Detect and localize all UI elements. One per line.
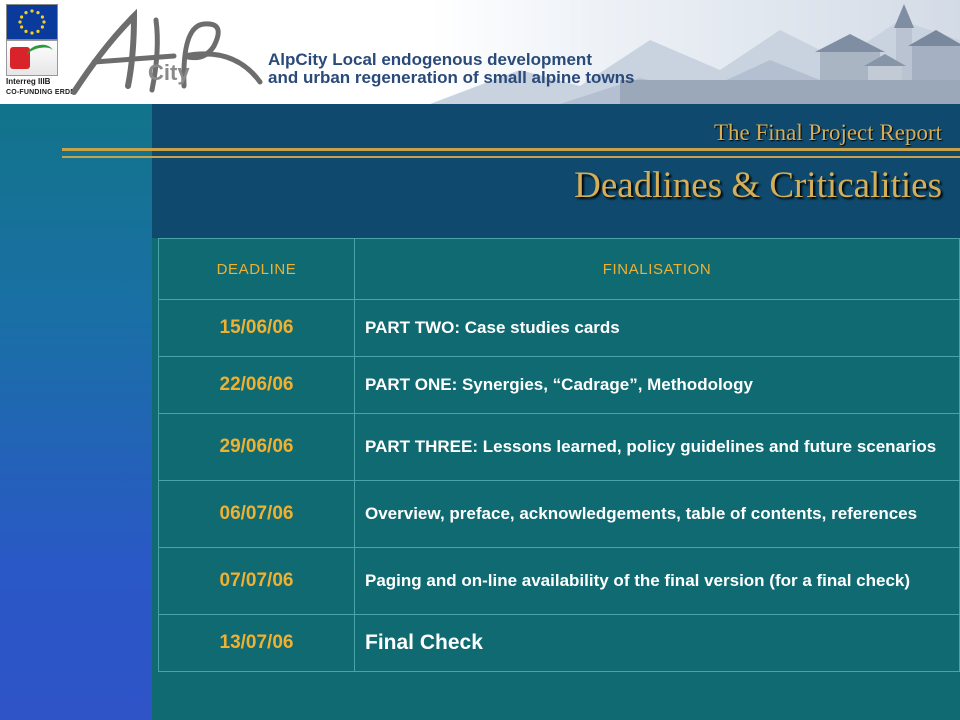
deadline-cell: 29/06/06 bbox=[159, 414, 355, 481]
deadline-cell: 15/06/06 bbox=[159, 300, 355, 357]
finalisation-cell: Paging and on-line availability of the final version (for a final check) bbox=[355, 548, 960, 615]
column-header-deadline: DEADLINE bbox=[159, 239, 355, 300]
table-row bbox=[159, 300, 960, 357]
finalisation-cell: Final Check bbox=[355, 615, 960, 672]
table-row bbox=[159, 414, 960, 481]
gold-divider-bottom bbox=[62, 156, 960, 158]
deadline-cell: 07/07/06 bbox=[159, 548, 355, 615]
left-gradient-strip bbox=[0, 104, 152, 720]
finalisation-cell: PART TWO: Case studies cards bbox=[355, 300, 960, 357]
leaf-swoosh-icon bbox=[26, 42, 55, 64]
finalisation-cell: PART THREE: Lessons learned, policy guidelines and future scenarios bbox=[355, 414, 960, 481]
table-header-row bbox=[159, 239, 960, 300]
table-row bbox=[159, 615, 960, 672]
table-row bbox=[159, 548, 960, 615]
table-row bbox=[159, 481, 960, 548]
deadlines-table-area bbox=[152, 238, 960, 720]
project-title-line-1: AlpCity Local endogenous development bbox=[268, 50, 592, 69]
report-title: The Final Project Report bbox=[713, 120, 942, 145]
deadlines-table bbox=[158, 238, 960, 672]
project-title-line-2: and urban regeneration of small alpine towns bbox=[268, 68, 635, 87]
alpine-space-logo bbox=[6, 40, 58, 76]
deadline-cell: 06/07/06 bbox=[159, 481, 355, 548]
finalisation-cell: PART ONE: Synergies, “Cadrage”, Methodology bbox=[355, 357, 960, 414]
cofunding-label: CO-FUNDING ERDF bbox=[6, 89, 75, 96]
gold-divider-top bbox=[62, 148, 960, 151]
page-title: Deadlines & Criticalities bbox=[574, 165, 942, 206]
deadline-cell: 22/06/06 bbox=[159, 357, 355, 414]
deadline-cell: 13/07/06 bbox=[159, 615, 355, 672]
interreg-label: Interreg IIIB bbox=[6, 77, 51, 86]
header-banner bbox=[0, 0, 960, 104]
column-header-finalisation: FINALISATION bbox=[355, 239, 960, 300]
finalisation-cell: Overview, preface, acknowledgements, table of contents, references bbox=[355, 481, 960, 548]
eu-stars-icon bbox=[7, 5, 57, 39]
logo-city-word: City bbox=[148, 60, 190, 85]
eu-flag-logo bbox=[6, 4, 58, 40]
table-row bbox=[159, 357, 960, 414]
